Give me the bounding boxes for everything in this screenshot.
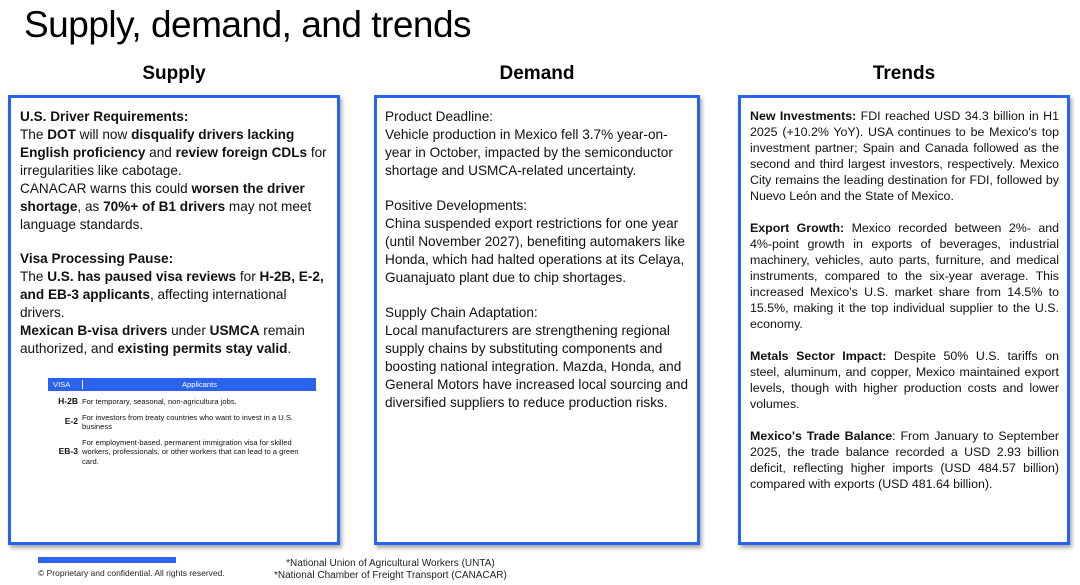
supply-heading: Supply [142, 63, 206, 84]
table-row [48, 413, 316, 432]
footnotes [274, 558, 507, 582]
visa-description: For employment-based, permanent immigration visa for skilled workers, professionals, or other workers that can lead to a green card. [82, 437, 299, 466]
demand-heading: Demand [499, 63, 575, 84]
supply-chain-heading: Supply Chain Adaptation: [385, 305, 538, 320]
supply-chain-text: Local manufacturers are strengthening regional supply chains by substituting components and boosting national integration. Mazda, Honda, and General Motors have increased local sourcing and diversified suppliers to reduce production risks. [385, 323, 689, 410]
b-visa-text: Mexican B-visa drivers under USMCA remain authorized, and existing permits stay valid. [20, 323, 305, 356]
product-deadline-text: Vehicle production in Mexico fell 3.7% year-on-year in October, impacted by the semiconductor shortage and USMCA-related uncertainty. [385, 127, 673, 178]
visa-column-header: VISA [53, 379, 71, 389]
page-title: Supply, demand, and trends [24, 4, 472, 45]
trends-heading: Trends [872, 63, 936, 84]
trends-panel [738, 95, 1070, 545]
supply-panel [8, 95, 340, 545]
new-investments-text: New Investments: FDI reached USD 34.3 billion in H1 2025 (+10.2% YoY). USA continues to be Mexico's top investment partner; Spain and Canada followed as the second and third largest investors, respectively. Mexico City remains the leading destination for FDI, followed by Nuevo León and the State of Mexico. [750, 109, 1059, 203]
visa-description: For temporary, seasonal, non-agricultura jobs. [82, 397, 237, 406]
canacar-warning-text: CANACAR warns this could worsen the driver shortage, as 70%+ of B1 drivers may not meet language standards. [20, 181, 312, 232]
applicants-column-header: Applicants [82, 380, 316, 390]
footnote-unta: *National Union of Agricultural Workers (UNTA) [286, 558, 495, 569]
driver-requirements-heading: U.S. Driver Requirements: [20, 109, 189, 124]
table-row [48, 397, 316, 407]
visa-description: For investors from treaty countries who want to invest in a U.S. business [82, 412, 294, 431]
demand-panel [374, 95, 700, 545]
visa-table-header [48, 378, 316, 391]
visa-code: EB-3 [58, 446, 78, 456]
visa-code: H-2B [58, 396, 78, 406]
table-row [48, 438, 316, 467]
footnote-canacar: *National Chamber of Freight Transport (CANACAR) [274, 570, 507, 581]
positive-developments-heading: Positive Developments: [385, 198, 528, 213]
product-deadline-heading: Product Deadline: [385, 109, 494, 124]
copyright-notice: © Proprietary and confidential. All rights reserved. [38, 568, 225, 578]
footer-accent-bar [38, 557, 176, 563]
trade-balance-text: Mexico's Trade Balance: From January to September 2025, the trade balance recorded a USD 2.93 billion deficit, reflecting higher imports (USD 484.57 billion) compared with exports (USD 481.64 billion). [750, 429, 1059, 491]
metals-sector-text: Metals Sector Impact: Despite 50% U.S. tariffs on steel, aluminum, and copper, Mexico maintained export levels, though with higher production costs and lower volumes. [750, 349, 1059, 411]
export-growth-text: Export Growth: Mexico recorded between 2%- and 4%-point growth in exports of beverages, industrial machinery, vehicles, auto parts, furniture, and medical instruments, compared to the six-year average. This increased Mexico's U.S. market share from 14.5% to 15.5%, making it the top individual supplier to the U.S. economy. [750, 221, 1059, 331]
visa-code: E-2 [64, 416, 78, 427]
driver-requirements-text: The DOT will now disqualify drivers lacking English proficiency and review foreign CDLs for irregularities like cabotage. [20, 127, 327, 178]
visa-pause-text: The U.S. has paused visa reviews for H-2B, E-2, and EB-3 applicants, affecting international drivers. [20, 269, 324, 320]
visa-pause-heading: Visa Processing Pause: [20, 251, 174, 266]
positive-developments-text: China suspended export restrictions for one year (until November 2027), benefiting automakers like Honda, which had halted operations at its Celaya, Guanajuato plant due to chip shortages. [385, 216, 685, 285]
visa-table [48, 378, 316, 466]
